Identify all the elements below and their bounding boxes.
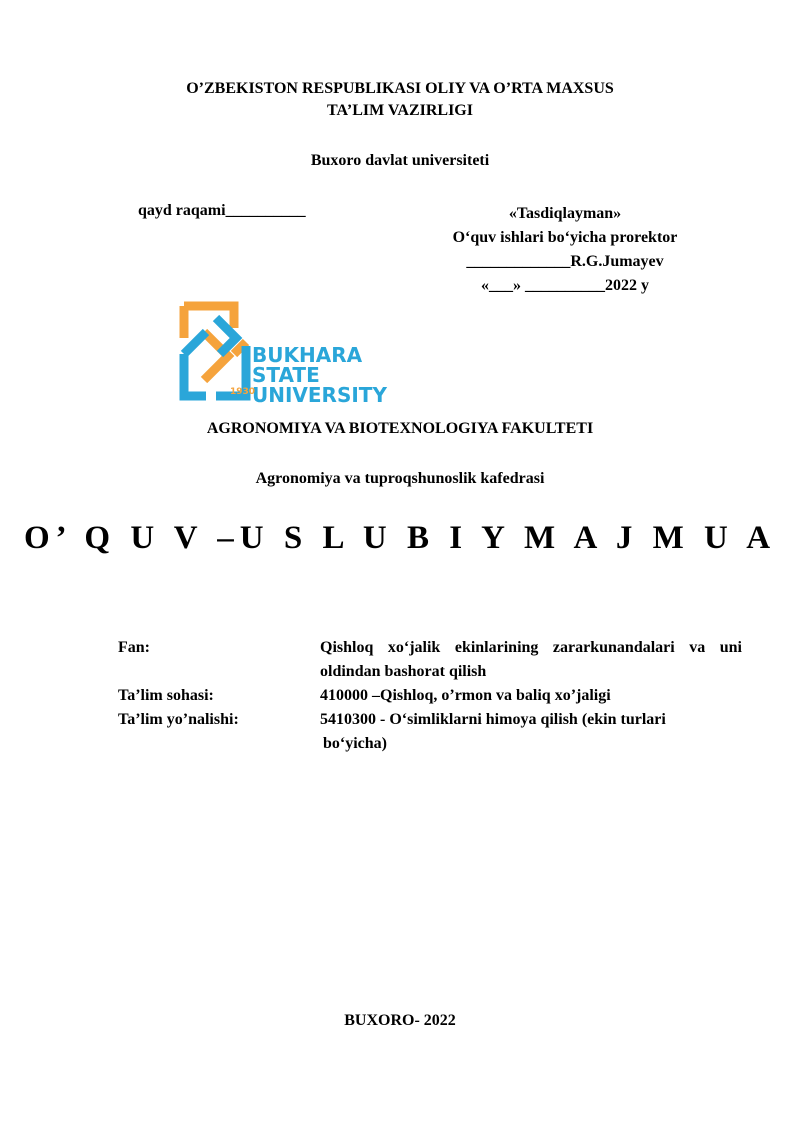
info-value: Qishloq xo‘jalik ekinlarining zararkunandalari va uni oldindan bashorat qilish	[320, 639, 742, 680]
ministry-line-2: TA’LIM VAZIRLIGI	[327, 102, 473, 119]
info-value-continuation: bo‘yicha)	[323, 735, 387, 752]
info-label: Ta’lim yo’nalishi:	[118, 711, 239, 728]
logo-name-line-1: BUKHARA	[252, 343, 363, 367]
university-name: Buxoro davlat universiteti	[310, 152, 490, 169]
approval-line-4: «___» __________2022 y	[481, 277, 649, 294]
info-label: Fan:	[118, 639, 150, 656]
document-title: O’ Q U V –U S L U B I Y M A J M U A	[23, 520, 777, 556]
info-label: Ta’lim sohasi:	[118, 687, 214, 704]
info-value: 5410300 - O‘simliklarni himoya qilish (ekin turlari	[320, 711, 666, 728]
ministry-line-1: O’ZBEKISTON RESPUBLIKASI OLIY VA O’RTA MAXSUS	[186, 80, 614, 97]
registration-number: qayd raqami__________	[138, 202, 306, 219]
course-info	[118, 636, 742, 756]
department-name: Agronomiya va tuproqshunoslik kafedrasi	[255, 470, 545, 487]
info-row-direction	[118, 708, 742, 756]
logo-year: 1930	[230, 387, 256, 397]
bukhara-state-university-logo-icon	[176, 298, 387, 408]
approval-line-2: O‘quv ishlari bo‘yicha prorektor	[452, 229, 678, 246]
logo-name-line-2: STATE	[252, 363, 320, 387]
info-row-subject	[118, 636, 742, 684]
logo-name-line-3: UNIVERSITY	[252, 383, 387, 407]
approval-line-3: _____________R.G.Jumayev	[466, 253, 664, 270]
approval-line-1: «Tasdiqlayman»	[508, 205, 622, 222]
ministry-header	[0, 78, 800, 122]
footer-city-year: BUXORO- 2022	[344, 1012, 456, 1029]
university-logo	[176, 298, 387, 408]
faculty-name: AGRONOMIYA VA BIOTEXNOLOGIYA FAKULTETI	[206, 420, 594, 437]
info-row-field	[118, 684, 742, 708]
info-value: 410000 –Qishloq, o’rmon va baliq xo’jaligi	[320, 687, 611, 704]
approval-block	[420, 202, 710, 298]
